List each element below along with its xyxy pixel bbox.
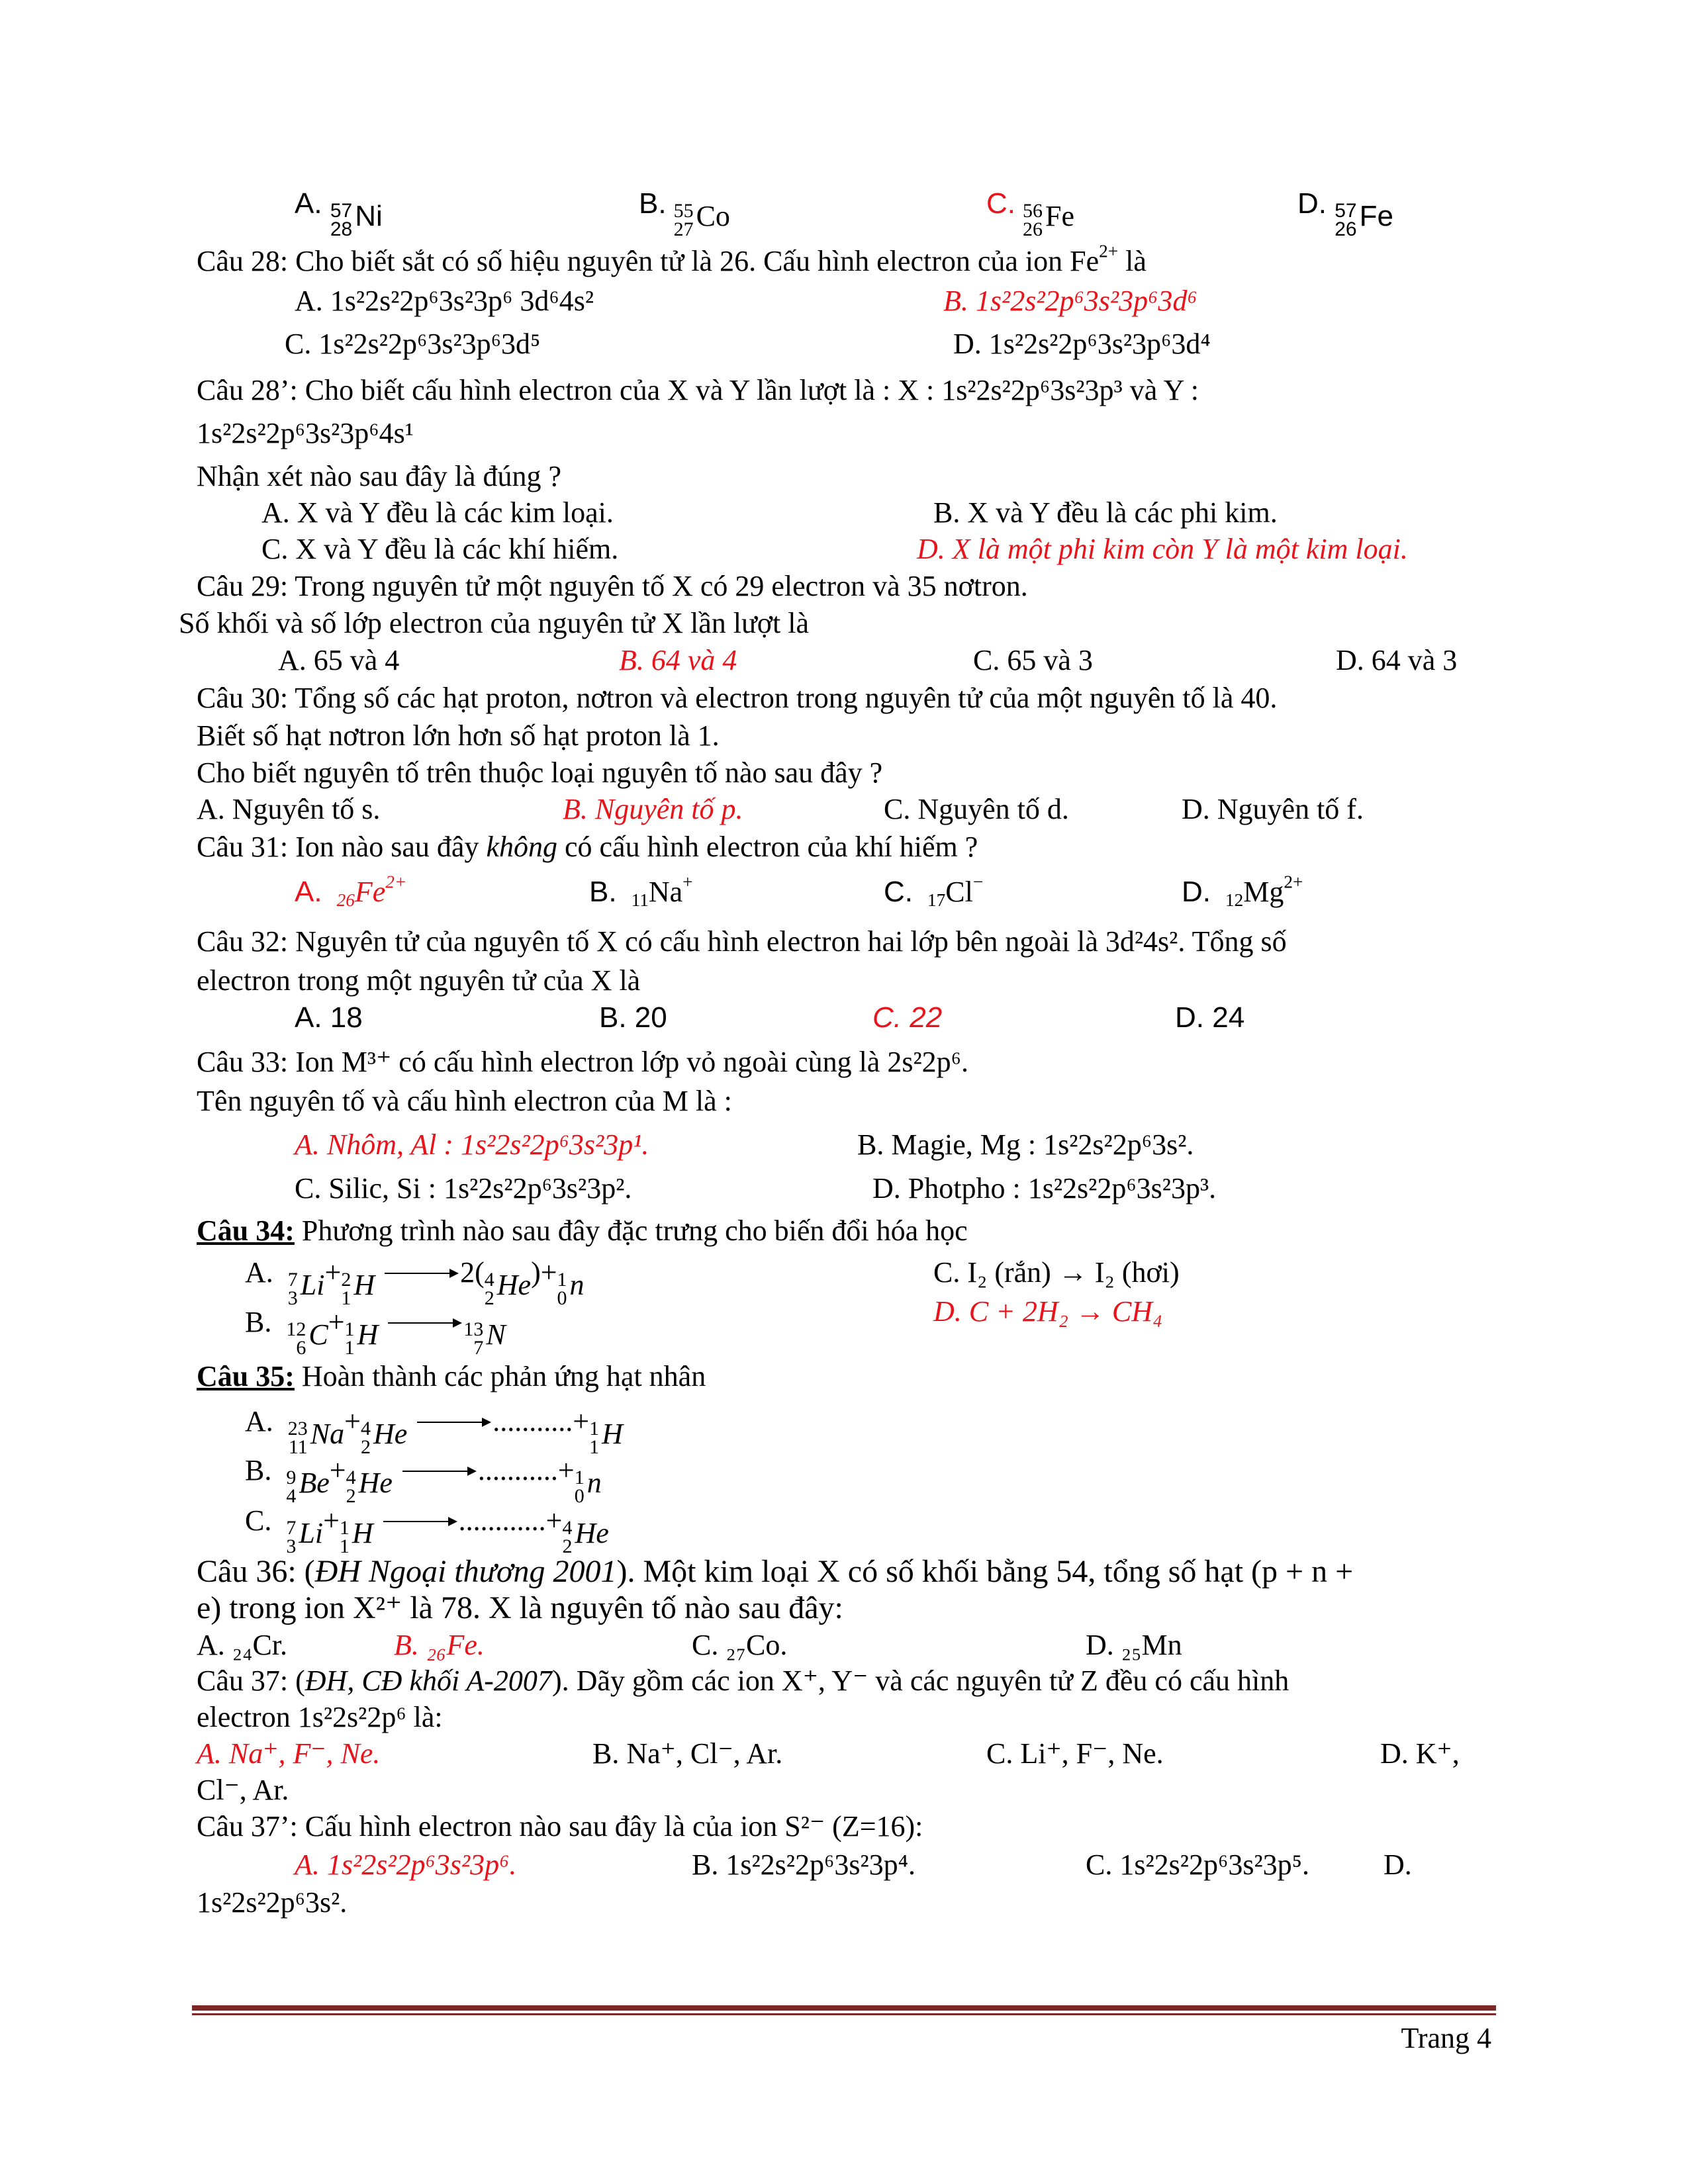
q34-option-b: B. 12 6 C + 1 1 H 13 7 N	[245, 1306, 506, 1359]
q29-option-a: A. 65 và 4	[278, 644, 400, 676]
q28p-option-b: B. X và Y đều là các phi kim.	[933, 496, 1278, 529]
q35-option-a: A. 23 11 Na + 4 2 He ...........+ 1 1 H	[245, 1405, 623, 1458]
q30-stem-line1: Câu 30: Tổng số các hạt proton, nơtron và electron trong nguyên tử của một nguyên tố là 40.	[197, 682, 1278, 714]
q36-option-d: D. ₂₅Mn	[1086, 1629, 1182, 1661]
q29-option-c: C. 65 và 3	[973, 644, 1093, 676]
q28p-stem-line1: Câu 28’: Cho biết cấu hình electron của X và Y lần lượt là : X : 1s²2s²2p⁶3s²3p³ và Y :	[197, 374, 1199, 406]
q29-option-b: B. 64 và 4	[619, 644, 737, 676]
q29-options	[0, 641, 1688, 680]
q30-stem-line3: Cho biết nguyên tố trên thuộc loại nguyên tố nào sau đây ?	[197, 756, 883, 789]
q27-option-b: B. 55 27 Co	[639, 187, 730, 240]
q33-stem-line2: Tên nguyên tố và cấu hình electron của M là :	[197, 1085, 732, 1117]
q37-stem-line2: electron 1s²2s²2p⁶ là:	[197, 1701, 443, 1733]
q30-stem-line2: Biết số hạt nơtron lớn hơn số hạt proton là 1.	[197, 719, 720, 752]
q28-stem: Câu 28: Cho biết sắt có số hiệu nguyên tử là 26. Cấu hình electron của ion $Fe^{2+}$ là	[197, 241, 1147, 277]
q33-option-d: D. Photpho : 1s²2s²2p⁶3s²3p³.	[872, 1172, 1217, 1205]
q36-option-a: A. ₂₄Cr.	[197, 1629, 288, 1661]
q33-options-row2	[0, 1169, 1688, 1208]
q32-stem-line1: Câu 32: Nguyên tử của nguyên tố X có cấu hình electron hai lớp bên ngoài là 3d²4s². Tổng số	[197, 925, 1287, 958]
q31-option-b: B. $_{11}$Na+	[589, 872, 693, 910]
q28p-option-a: A. X và Y đều là các kim loại.	[261, 496, 614, 529]
q37-option-a: A. Na⁺, F⁻, Ne.	[197, 1737, 381, 1770]
q36-stem-line1: Câu 36: (ĐH Ngoại thương 2001). Một kim loại X có số khối bằng 54, tổng số hạt (p + n +	[197, 1554, 1354, 1589]
q30-options	[0, 790, 1688, 829]
q35-option-c: C. 7 3 Li + 1 1 H ............+ 4 2 He	[245, 1504, 609, 1557]
q36-stem-line2: e) trong ion X²⁺ là 78. X là nguyên tố nào sau đây:	[197, 1590, 843, 1625]
q37-option-c: C. Li⁺, F⁻, Ne.	[986, 1737, 1164, 1770]
q37-option-d: D. K⁺,	[1380, 1737, 1460, 1770]
q32-option-a: A. 18	[295, 1001, 363, 1034]
q36-option-b: B. ₂₆Fe.	[394, 1629, 485, 1661]
q27-option-d: D. 57 26 Fe	[1297, 187, 1393, 240]
q36-option-c: C. ₂₇Co.	[692, 1629, 788, 1661]
q28p-stem-line2: 1s²2s²2p⁶3s²3p⁶4s¹	[197, 417, 414, 449]
q28p-options-row1	[0, 493, 1688, 533]
q32-option-c: C. 22	[872, 1001, 943, 1034]
q37-options-cont: Cl⁻, Ar.	[197, 1774, 289, 1806]
q32-option-b: B. 20	[599, 1001, 667, 1034]
footer-rule-thick	[192, 2005, 1496, 2011]
q31-option-d: D. $_{12}Mg^{2+}$	[1182, 872, 1303, 910]
q33-option-c: C. Silic, Si : 1s²2s²2p⁶3s²3p².	[295, 1172, 632, 1205]
q28p-ask: Nhận xét nào sau đây là đúng ?	[197, 460, 562, 492]
q30-option-c: C. Nguyên tố d.	[884, 793, 1069, 825]
q37p-options	[0, 1845, 1688, 1885]
q31-options	[0, 872, 1688, 912]
q29-stem-line1: Câu 29: Trong nguyên tử một nguyên tố X có 29 electron và 35 nơtron.	[197, 570, 1028, 602]
q35-stem: Câu 35: Hoàn thành các phản ứng hạt nhân	[197, 1360, 706, 1392]
arrow-icon	[417, 1422, 490, 1423]
q32-options	[0, 998, 1688, 1038]
page-number: Trang 4	[1401, 2022, 1491, 2054]
q28-option-d: D. 1s²2s²2p⁶3s²3p⁶3d⁴	[953, 328, 1211, 360]
q28p-option-d: D. X là một phi kim còn Y là một kim loại.	[917, 533, 1408, 565]
footer-rule-thin	[192, 2013, 1496, 2015]
q33-option-a: A. Nhôm, Al : 1s²2s²2p⁶3s²3p¹.	[295, 1128, 649, 1161]
arrow-icon	[402, 1471, 475, 1472]
q37-stem-line1: Câu 37: (ĐH, CĐ khối A-2007). Dãy gồm các ion X⁺, Y⁻ và các nguyên tử Z đều có cấu hình	[197, 1664, 1289, 1697]
q28p-options-row2	[0, 529, 1688, 569]
q27-options	[0, 184, 1688, 240]
q37p-option-d: D.	[1383, 1848, 1412, 1881]
q32-stem-line2: electron trong một nguyên tử của X là	[197, 964, 641, 997]
q37-option-b: B. Na⁺, Cl⁻, Ar.	[592, 1737, 783, 1770]
q29-stem-line2: Số khối và số lớp electron của nguyên tử X lần lượt là	[179, 607, 810, 639]
q33-stem-line1: Câu 33: Ion M³⁺ có cấu hình electron lớp vỏ ngoài cùng là 2s²2p⁶.	[197, 1046, 968, 1078]
arrow-icon	[385, 1273, 457, 1274]
q31-stem: Câu 31: Ion nào sau đây không có cấu hình electron của khí hiếm ?	[197, 831, 978, 863]
q28-options-row2	[0, 324, 1688, 364]
q33-options-row1	[0, 1125, 1688, 1165]
q31-option-a: A. $_{26}Fe^{2+}$	[295, 872, 407, 910]
q28-option-b: B. 1s²2s²2p⁶3s²3p⁶3d⁶	[943, 285, 1197, 317]
q35-option-b: B. 9 4 Be + 4 2 He ...........+ 1 0 n	[245, 1454, 602, 1507]
q34-option-d: D. C + 2H₂ → CH₄	[933, 1295, 1163, 1328]
q37p-stem: Câu 37’: Cấu hình electron nào sau đây là của ion S²⁻ (Z=16):	[197, 1810, 923, 1843]
q28p-option-c: C. X và Y đều là các khí hiếm.	[261, 533, 619, 565]
q29-option-d: D. 64 và 3	[1336, 644, 1458, 676]
arrow-icon	[383, 1521, 456, 1522]
q30-option-a: A. Nguyên tố s.	[197, 793, 381, 825]
q36-options	[0, 1625, 1688, 1665]
q27-option-c: C. 56 26 Fe	[986, 187, 1074, 240]
q37p-option-c: C. 1s²2s²2p⁶3s²3p⁵.	[1086, 1848, 1309, 1881]
q37p-option-a: A. 1s²2s²2p⁶3s²3p⁶.	[295, 1848, 517, 1881]
q37-options	[0, 1734, 1688, 1774]
q30-option-d: D. Nguyên tố f.	[1182, 793, 1364, 825]
arrow-icon	[388, 1322, 461, 1324]
q34-option-a: A. 7 3 Li + 2 1 H 2( 4 2 He )+ 1 0 n	[245, 1256, 585, 1309]
q34-option-c: C. I₂ (rắn) → I₂ (hơi)	[933, 1256, 1180, 1289]
q34-options-row1	[0, 1253, 1688, 1309]
q34-stem: Câu 34: Phương trình nào sau đây đặc trưng cho biến đổi hóa học	[197, 1214, 968, 1247]
q31-option-c: C. $_{17}$Cl−	[884, 872, 984, 910]
q27-option-a: A. 57 28 Ni	[295, 187, 383, 240]
q32-option-d: D. 24	[1175, 1001, 1245, 1034]
q37p-option-b: B. 1s²2s²2p⁶3s²3p⁴.	[692, 1848, 915, 1881]
q28-option-c: C. 1s²2s²2p⁶3s²3p⁶3d⁵	[285, 328, 541, 360]
q28-options-row1	[0, 281, 1688, 321]
q37p-options-cont: 1s²2s²2p⁶3s².	[197, 1886, 348, 1919]
q33-option-b: B. Magie, Mg : 1s²2s²2p⁶3s².	[857, 1128, 1194, 1161]
q34-options-row3	[0, 1302, 1688, 1359]
q30-option-b: B. Nguyên tố p.	[563, 793, 743, 825]
q28-option-a: A. 1s²2s²2p⁶3s²3p⁶ 3d⁶4s²	[295, 285, 594, 317]
